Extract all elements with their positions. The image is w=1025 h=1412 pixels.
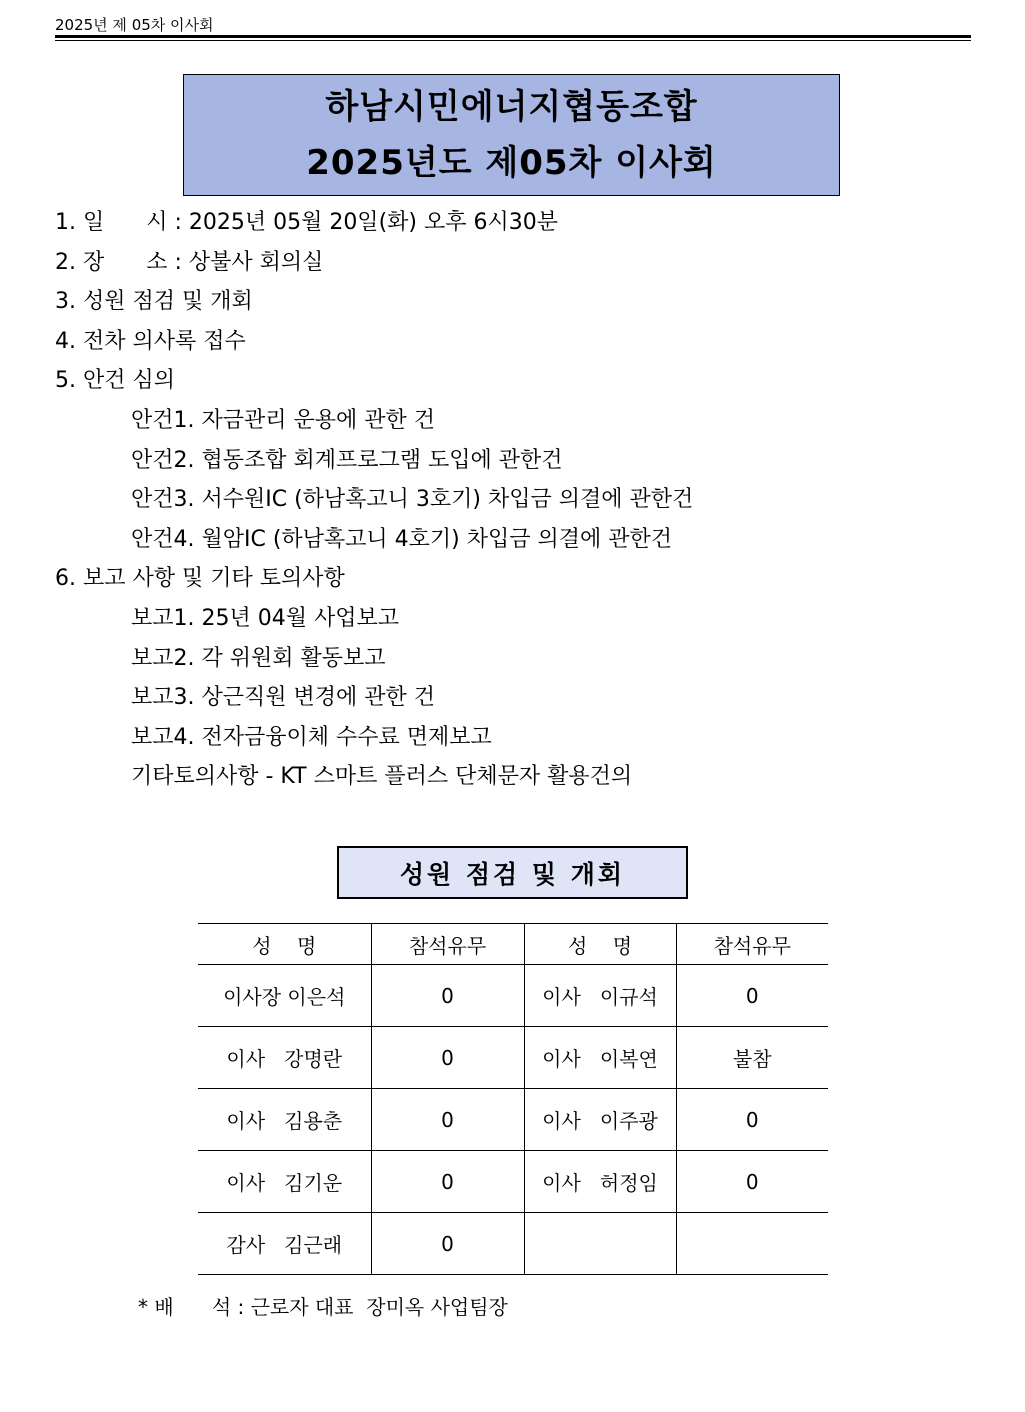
agenda-item: 2. 장 소 : 상불사 회의실	[55, 249, 324, 275]
header-attendance-1: 참석유무	[371, 924, 524, 965]
running-header: 2025년 제 05차 이사회	[55, 16, 214, 34]
title-box	[183, 74, 840, 196]
footnote-attendee: * 배 석 : 근로자 대표 장미옥 사업팀장	[138, 1295, 508, 1319]
agenda-subitem: 보고1. 25년 04월 사업보고	[131, 605, 399, 631]
attendance-cell: 0	[371, 1213, 524, 1275]
attendance-cell: 0	[371, 1089, 524, 1151]
agenda-subitem: 보고4. 전자금융이체 수수료 면제보고	[131, 724, 492, 750]
agenda-subitem: 안건4. 월암IC (하남혹고니 4호기) 차입금 의결에 관한건	[131, 526, 673, 552]
agenda-subitem: 기타토의사항 - KT 스마트 플러스 단체문자 활용건의	[131, 764, 633, 790]
member-name-cell: 이사 이주광	[524, 1089, 676, 1151]
agenda-item: 5. 안건 심의	[55, 368, 175, 394]
attendance-cell: 불참	[676, 1027, 828, 1089]
table-row	[198, 1151, 828, 1213]
header-name-1: 성 명	[198, 924, 371, 965]
agenda-item: 1. 일 시 : 2025년 05월 20일(화) 오후 6시30분	[55, 210, 558, 235]
attendance-cell: 0	[676, 1089, 828, 1151]
agenda-list	[55, 203, 995, 797]
member-name-cell: 이사 김용춘	[198, 1089, 371, 1151]
table-header-row	[198, 924, 828, 965]
table-row	[198, 965, 828, 1027]
agenda-subitem: 보고2. 각 위원회 활동보고	[131, 645, 386, 671]
table-row	[198, 1027, 828, 1089]
member-name-cell: 이사장 이은석	[198, 965, 371, 1027]
section-title-attendance: 성원 점검 및 개회	[337, 846, 688, 899]
attendance-cell	[676, 1213, 828, 1275]
attendance-cell: 0	[371, 965, 524, 1027]
header-rule-thick	[55, 35, 971, 38]
agenda-subitem: 안건3. 서수원IC (하남혹고니 3호기) 차입금 의결에 관한건	[131, 487, 694, 513]
member-name-cell	[524, 1213, 676, 1275]
header-name-2: 성 명	[524, 924, 676, 965]
title-line-meeting: 2025년도 제05차 이사회	[306, 143, 717, 183]
agenda-subitem: 안건1. 자금관리 운용에 관한 건	[131, 407, 435, 433]
member-name-cell: 이사 김기운	[198, 1151, 371, 1213]
member-name-cell: 이사 강명란	[198, 1027, 371, 1089]
table-row	[198, 1089, 828, 1151]
header-attendance-2: 참석유무	[676, 924, 828, 965]
agenda-subitem: 안건2. 협동조합 회계프로그램 도입에 관한건	[131, 447, 563, 473]
agenda-item: 6. 보고 사항 및 기타 토의사항	[55, 566, 345, 592]
attendance-cell: 0	[676, 965, 828, 1027]
agenda-subitem: 보고3. 상근직원 변경에 관한 건	[131, 685, 435, 711]
attendance-cell: 0	[371, 1027, 524, 1089]
member-name-cell: 이사 이규석	[524, 965, 676, 1027]
table-row	[198, 1213, 828, 1275]
agenda-item: 3. 성원 점검 및 개회	[55, 289, 253, 315]
attendance-cell: 0	[371, 1151, 524, 1213]
member-name-cell: 이사 허정임	[524, 1151, 676, 1213]
attendance-cell: 0	[676, 1151, 828, 1213]
member-name-cell: 감사 김근래	[198, 1213, 371, 1275]
attendance-table	[198, 923, 828, 1275]
member-name-cell: 이사 이복연	[524, 1027, 676, 1089]
header-rule-thin	[55, 40, 971, 41]
title-line-organization: 하남시민에너지협동조합	[325, 87, 698, 127]
agenda-item: 4. 전차 의사록 접수	[55, 328, 246, 354]
